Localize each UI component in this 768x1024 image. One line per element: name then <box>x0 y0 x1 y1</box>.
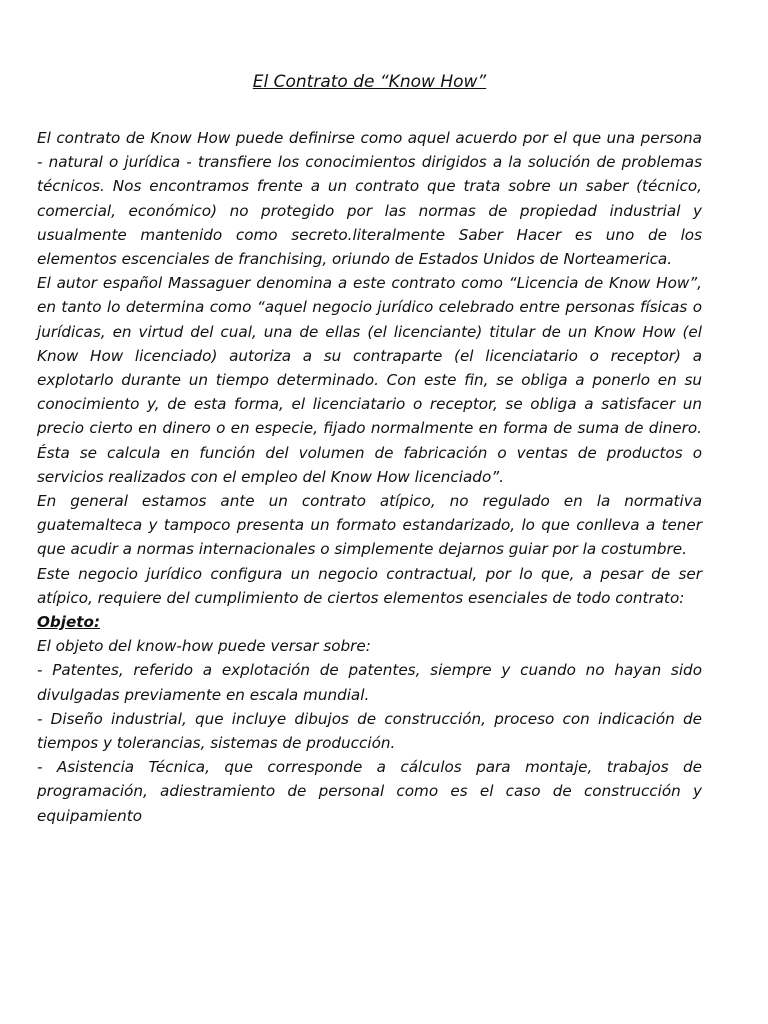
paragraph-objeto-intro: El objeto del know-how puede versar sobre: <box>37 637 371 656</box>
section-heading-objeto: Objeto: <box>37 613 101 632</box>
list-item-diseno-industrial: - Diseño industrial, que incluye dibujos de construcción, proceso con indicación de tiempos y tolerancias, sistemas de producción. <box>37 709 702 753</box>
document-body <box>37 126 702 828</box>
document-title: El Contrato de “Know How” <box>252 72 487 92</box>
list-item-asistencia-tecnica: - Asistencia Técnica, que corresponde a cálculos para montaje, trabajos de programación, adiestramiento de personal como es el caso de construcción y equipamiento <box>37 758 702 825</box>
paragraph-atipico: En general estamos ante un contrato atípico, no regulado en la normativa guatemalteca y tampoco presenta un formato estandarizado, lo que conlleva a tener que acudir a normas internacionales o simplemente dejarnos guiar por la costumbre. <box>37 492 702 559</box>
paragraph-massaguer: El autor español Massaguer denomina a este contrato como “Licencia de Know How”, en tanto lo determina como “aquel negocio jurídico celebrado entre personas físicas o jurídicas, en virtud del cual, una de ellas (el licenciante) titular de un Know How (el Know How licenciado) autoriza a su contraparte (el licenciatario o receptor) a explotarlo durante un tiempo determinado. Con este fin, se obliga a ponerlo en su conocimiento y, de esta forma, el licenciatario o receptor, se obliga a satisfacer un precio cierto en dinero o en especie, fijado normalmente en forma de suma de dinero. Ésta se calcula en función del volumen de fabricación o ventas de productos o servicios realizados con el empleo del Know How licenciado”. <box>37 274 702 486</box>
paragraph-definition: El contrato de Know How puede definirse como aquel acuerdo por el que una persona - natural o jurídica - transfiere los conocimientos dirigidos a la solución de problemas técnicos. Nos encontramos frente a un contrato que trata sobre un saber (técnico, comercial, económico) no protegido por las normas de propiedad industrial y usualmente mantenido como secreto.literalmente Saber Hacer es uno de los elementos escenciales de franchising, oriundo de Estados Unidos de Norteamerica. <box>37 129 702 269</box>
list-item-patentes: - Patentes, referido a explotación de patentes, siempre y cuando no hayan sido divulgadas previamente en escala mundial. <box>37 661 702 704</box>
paragraph-elementos: Este negocio jurídico configura un negocio contractual, por lo que, a pesar de ser atípico, requiere del cumplimiento de ciertos elementos esenciales de todo contrato: <box>37 564 702 607</box>
document-page <box>37 70 702 828</box>
